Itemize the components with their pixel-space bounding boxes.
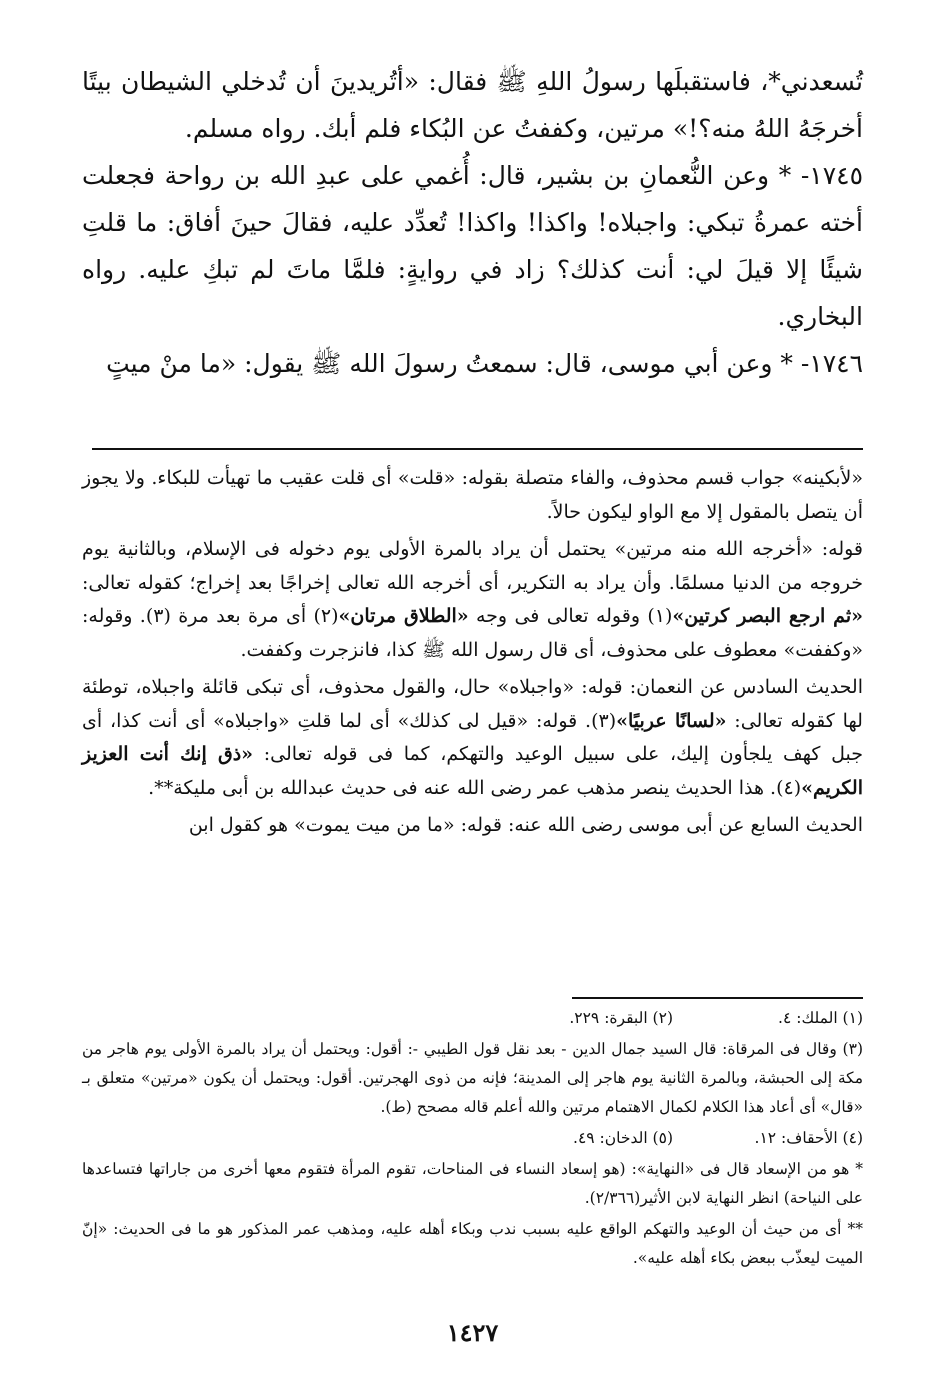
commentary-paragraph (82, 671, 863, 805)
commentary-text: (٤). هذا الحديث ينصر مذهب عمر رضى الله عنه فى حديث عبدالله بن أبى مليكة**. (148, 776, 802, 799)
main-text (82, 58, 863, 387)
commentary-paragraph: «لأبكينه» جواب قسم محذوف، والفاء متصلة بقوله: «قلت» أى قلت عقيب ما تهيأت للبكاء. ولا يجوز أن يتصل بالمقول إلا مع الواو ليكون حالاً. (82, 467, 863, 523)
quran-quote: «ذق إنك أنت العزيز الكريم» (82, 743, 863, 799)
main-paragraph: تُسعدني*، فاستقبلَها رسولُ اللهِ ﷺ فقال: «أتُريدينَ أن تُدخلي الشيطان بيتًا أخرجَهُ اللهُ منه؟!» مرتين، وكففتُ عن البُكاء فلم أبك. رواه مسلم. (82, 67, 863, 143)
footnote-1: (١) الملك: ٤. (778, 1009, 863, 1027)
commentary-text: (٣). قوله: «قيل لى كذلك» أى لما قلتِ «واجبلاه» أى أنت كذا، أى جبل كهف يلجأون إليك، على سبيل الوعيد والتهكم، كما فى قوله تعالى: (82, 709, 863, 765)
footnote-row (82, 1124, 863, 1153)
main-divider (92, 448, 863, 450)
commentary-text: الحديث السادس عن النعمان: قوله: «واجبلاه» حال، والقول محذوف، أى تبكى قائلة واجبلاه، توطئة لها كقوله تعالى: (82, 676, 863, 732)
footnote-5: (٥) الدخان: ٤٩. (573, 1129, 673, 1147)
commentary-paragraph: الحديث السابع عن أبى موسى رضى الله عنه: قوله: «ما من ميت يموت» هو كقول ابن (188, 814, 863, 836)
footnote-divider (572, 997, 863, 999)
hadith-1745: ١٧٤٥- * وعن النُّعمانِ بن بشير، قال: أُغمي على عبدِ الله بن رواحة فجعلت أخته عمرةُ تبكي: واجبلاه! واكذا! واكذا! تُعدِّد عليه، فقالَ حينَ أفاق: ما قلتِ شيئًا إلا قيلَ لي: أنت كذلك؟ زاد في روايةٍ: فلمَّا ماتَ لم تبكِ عليه. رواه البخاري. (82, 161, 863, 331)
footnote-2: (٢) البقرة: ٢٢٩. (569, 1009, 673, 1027)
commentary-text: (٢) أى مرة بعد مرة (٣). وقوله: «وكففت» معطوف على محذوف، أى قال رسول الله ﷺ كذا، فانزجرت وكففت. (82, 605, 863, 661)
footnote-row (82, 1004, 863, 1033)
footnotes (82, 1004, 863, 1275)
quran-quote: «ثم ارجع البصر كرتين» (672, 605, 863, 627)
commentary-text: (١) وقوله تعالى فى وجه (468, 605, 673, 627)
footnote-3: (٣) وقال فى المرقاة: قال السيد جمال الدين - بعد نقل قول الطيبي -: أقول: ويحتمل أن يراد بالمرة الأولى يوم هاجر من مكة إلى الحبشة، وبالمرة الثانية يوم هاجر إلى المدينة؛ فإنه من ذوى الهجرتين. أقول: ويحتمل أن يكون «مرتين» متعلق بـ «قال» أى أعاد هذا الكلام لكمال الاهتمام مرتين والله أعلم قاله مصحح (ط). (82, 1040, 863, 1116)
hadith-1746: ١٧٤٦- * وعن أبي موسى، قال: سمعتُ رسولَ الله ﷺ يقول: «ما منْ ميتٍ (106, 349, 863, 378)
page-number: ١٤٢٧ (446, 1318, 499, 1347)
quran-quote: «لسانًا عربيًا» (616, 709, 727, 732)
footnote-double-star: ** أى من حيث أن الوعيد والتهكم الواقع عليه بسبب ندب وبكاء أهله عليه، ومذهب عمر المذكور هو ما فى الحديث: «إنّ الميت ليعذّب ببعض بكاء أهله عليه». (82, 1220, 863, 1267)
commentary-paragraph (82, 533, 863, 667)
quran-quote: «الطلاق مرتان» (338, 605, 469, 627)
footnote-4: (٤) الأحقاف: ١٢. (754, 1129, 863, 1147)
footnote-star: * هو من الإسعاد قال فى «النهاية»: (هو إسعاد النساء فى المناحات، تقوم المرأة فتقوم معها أخرى من جاراتها فتساعدها على النياحة) انظر النهاية لابن الأثير(٢/٣٦٦). (82, 1160, 863, 1207)
commentary (82, 462, 863, 847)
commentary-text: قوله: «أخرجه الله منه مرتين» يحتمل أن يراد بالمرة الأولى يوم دخوله فى الإسلام، وبالثانية يوم خروجه من الدنيا مسلمًا. وأن يراد به التكرير، أى أخرجه الله تعالى إخراجًا بعد إخراج؛ كقوله تعالى: (82, 538, 863, 594)
